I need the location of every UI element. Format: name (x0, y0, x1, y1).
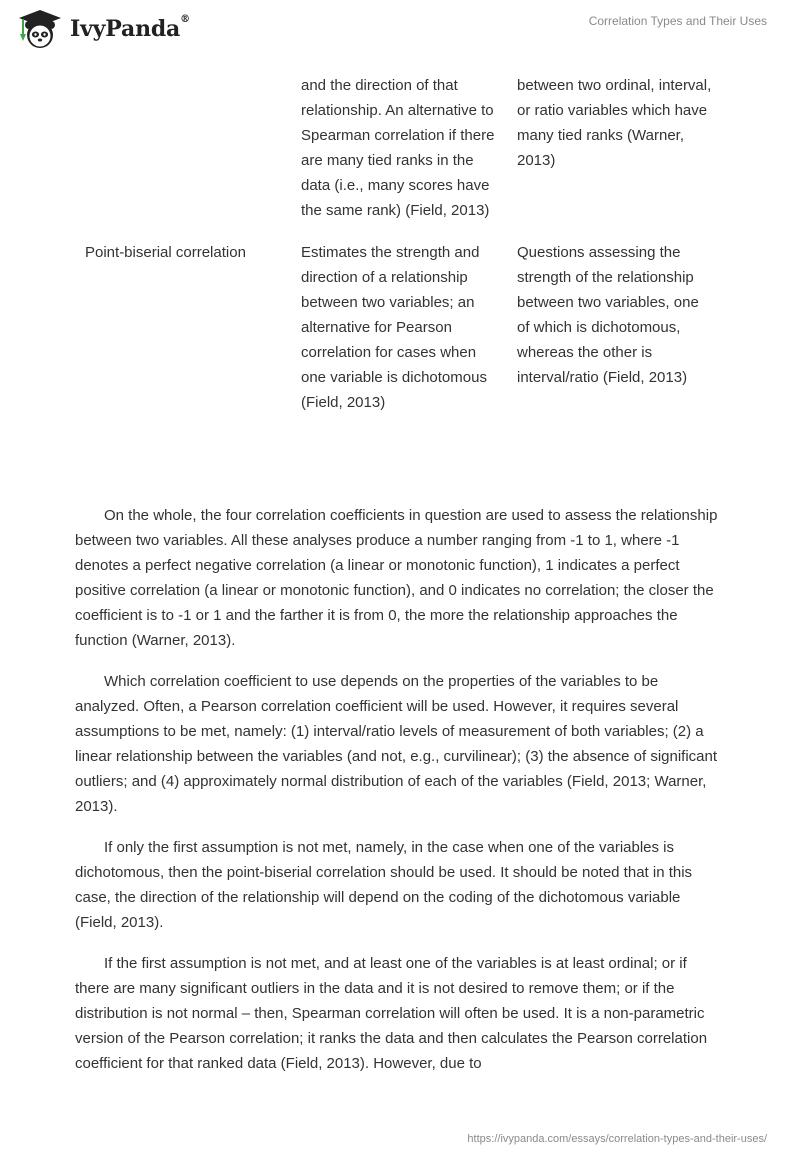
logo-text: IvyPanda® (70, 14, 190, 42)
ivypanda-logo[interactable] (15, 8, 190, 50)
table-cell-description: and the direction of that relationship. An alternative to Spearman correlation if there are many tied ranks in the data (i.e., many scores have the same rank) (Field, 2013) (301, 77, 495, 219)
correlation-table (75, 70, 735, 415)
table-cell-use: between two ordinal, interval, or ratio variables which have many tied ranks (Warner, 2013) (517, 77, 712, 169)
panda-graduate-icon (15, 8, 65, 50)
table-cell-name: Point-biserial correlation (85, 244, 246, 261)
paragraph: If only the first assumption is not met, namely, in the case when one of the variables is dichotomous, then the point-biserial correlation should be used. It should be noted that in this case, the direction of the relationship will depend on the coding of the dichotomous variable (Field, 2013). (75, 839, 693, 931)
source-url[interactable]: https://ivypanda.com/essays/correlation-types-and-their-uses/ (467, 1133, 767, 1145)
table-cell-description: Estimates the strength and direction of a relationship between two variables; an alternative for Pearson correlation for cases when one variable is dichotomous (Field, 2013) (301, 244, 487, 411)
paragraph: Which correlation coefficient to use depends on the properties of the variables to be analyzed. Often, a Pearson correlation coefficient will be used. However, it requires several assumptions to be met, namely: (1) interval/ratio levels of measurement of both variables; (2) a linear relationship between the variables (and not, e.g., curvilinear); (3) the absence of significant outliers; and (4) approximately normal distribution of each of the variables (Field, 2013; Warner, 2013). (75, 673, 718, 815)
document-title: Correlation Types and Their Uses (588, 14, 767, 28)
table-cell-use: Questions assessing the strength of the relationship between two variables, one of which is dichotomous, whereas the other is interval/ratio (Field, 2013) (517, 244, 699, 386)
page-header (0, 0, 800, 70)
table-row (75, 240, 735, 415)
table-cell-name (75, 73, 291, 223)
paragraph: If the first assumption is not met, and at least one of the variables is at least ordinal; or if there are many significant outliers in the data and it is not desired to remove them; or if the distribution is not normal – then, Spearman correlation will often be used. It is a non-parametric version of the Pearson correlation; it ranks the data and then calculates the Pearson correlation coefficient for that ranked data (Field, 2013). However, due to (75, 955, 708, 1072)
table-row (75, 70, 735, 223)
paragraph: On the whole, the four correlation coefficients in question are used to assess the relationship between two variables. All these analyses produce a number ranging from -1 to 1, where -1 denotes a perfect negative correlation (a linear or monotonic function), 1 indicates a perfect positive correlation (a linear or monotonic function), and 0 indicates no correlation; the closer the coefficient is to -1 or 1 and the farther it is from 0, the more the relationship approaches the function (Warner, 2013). (75, 507, 718, 649)
body-text (75, 503, 725, 1092)
